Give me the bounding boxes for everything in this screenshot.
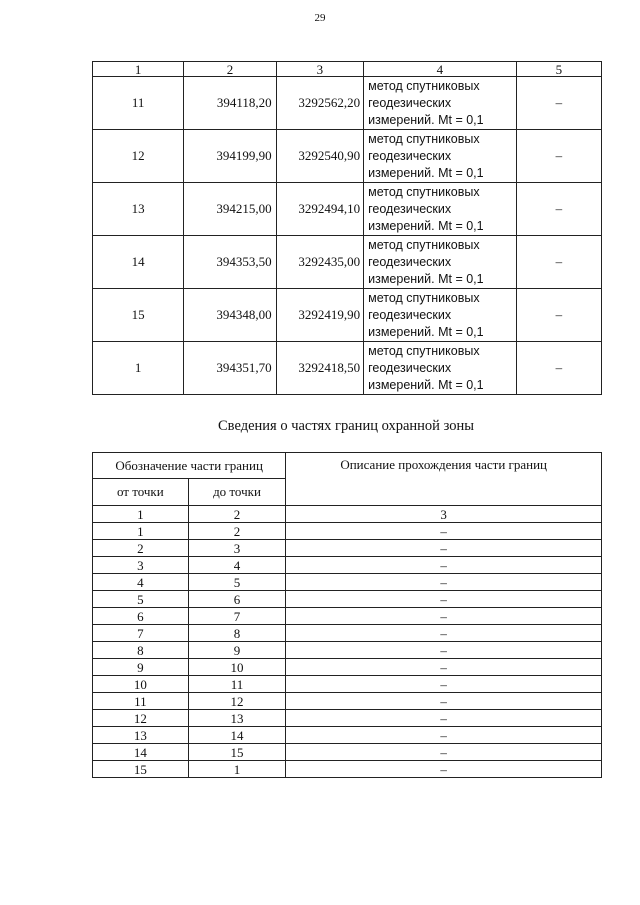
coordinate-row bbox=[93, 183, 602, 236]
from-point: 3 bbox=[93, 557, 189, 574]
from-point: 13 bbox=[93, 727, 189, 744]
coordinates-table-header-row bbox=[93, 62, 602, 77]
point-number: 13 bbox=[93, 183, 184, 236]
to-point: 15 bbox=[188, 744, 286, 761]
method-line: метод спутниковых bbox=[368, 343, 480, 358]
to-point: 9 bbox=[188, 642, 286, 659]
part-description: – bbox=[286, 676, 602, 693]
x-coordinate: 394351,70 bbox=[184, 342, 276, 395]
note-cell: – bbox=[516, 342, 601, 395]
method-line: измерений. Mt = 0,1 bbox=[368, 377, 484, 392]
method-description bbox=[364, 289, 517, 342]
to-point: 11 bbox=[188, 676, 286, 693]
method-line: измерений. Mt = 0,1 bbox=[368, 271, 484, 286]
from-point: 12 bbox=[93, 710, 189, 727]
part-description: – bbox=[286, 761, 602, 778]
column-number-3: 3 bbox=[276, 62, 364, 77]
method-line: метод спутниковых bbox=[368, 237, 480, 252]
note-cell: – bbox=[516, 183, 601, 236]
from-point: 14 bbox=[93, 744, 189, 761]
section-title: Сведения о частях границ охранной зоны bbox=[218, 418, 474, 434]
to-point: 14 bbox=[188, 727, 286, 744]
method-line: измерений. Mt = 0,1 bbox=[368, 218, 484, 233]
method-description bbox=[364, 183, 517, 236]
coordinate-row bbox=[93, 130, 602, 183]
part-description: – bbox=[286, 591, 602, 608]
parts-header-row bbox=[93, 453, 602, 479]
from-point: 10 bbox=[93, 676, 189, 693]
method-line: геодезических bbox=[368, 254, 452, 269]
y-coordinate: 3292540,90 bbox=[276, 130, 364, 183]
part-description: – bbox=[286, 625, 602, 642]
parts-column-numbers bbox=[93, 506, 602, 523]
column-number-4: 4 bbox=[364, 62, 517, 77]
method-description bbox=[364, 342, 517, 395]
from-point: 11 bbox=[93, 693, 189, 710]
note-cell: – bbox=[516, 236, 601, 289]
coordinates-table bbox=[92, 61, 602, 395]
method-line: метод спутниковых bbox=[368, 78, 480, 93]
column-number-1: 1 bbox=[93, 62, 184, 77]
parts-row bbox=[93, 693, 602, 710]
note-cell: – bbox=[516, 130, 601, 183]
to-point: 8 bbox=[188, 625, 286, 642]
y-coordinate: 3292419,90 bbox=[276, 289, 364, 342]
parts-row bbox=[93, 676, 602, 693]
coordinate-row bbox=[93, 289, 602, 342]
part-description: – bbox=[286, 642, 602, 659]
method-line: измерений. Mt = 0,1 bbox=[368, 324, 484, 339]
from-point: 5 bbox=[93, 591, 189, 608]
from-point: 4 bbox=[93, 574, 189, 591]
from-point: 2 bbox=[93, 540, 189, 557]
x-coordinate: 394348,00 bbox=[184, 289, 276, 342]
to-point: 12 bbox=[188, 693, 286, 710]
part-description: – bbox=[286, 574, 602, 591]
method-line: измерений. Mt = 0,1 bbox=[368, 112, 484, 127]
parts-row bbox=[93, 727, 602, 744]
to-point: 1 bbox=[188, 761, 286, 778]
x-coordinate: 394118,20 bbox=[184, 77, 276, 130]
y-coordinate: 3292418,50 bbox=[276, 342, 364, 395]
x-coordinate: 394353,50 bbox=[184, 236, 276, 289]
boundary-parts-table bbox=[92, 452, 602, 778]
part-description: – bbox=[286, 523, 602, 540]
part-description: – bbox=[286, 608, 602, 625]
column-number-3: 3 bbox=[286, 506, 602, 523]
part-description: – bbox=[286, 693, 602, 710]
method-line: геодезических bbox=[368, 201, 452, 216]
method-line: метод спутниковых bbox=[368, 131, 480, 146]
parts-row bbox=[93, 642, 602, 659]
header-description: Описание прохождения части границ bbox=[286, 453, 602, 506]
from-point: 15 bbox=[93, 761, 189, 778]
y-coordinate: 3292435,00 bbox=[276, 236, 364, 289]
from-point: 8 bbox=[93, 642, 189, 659]
header-to-point: до точки bbox=[188, 479, 286, 506]
method-description bbox=[364, 130, 517, 183]
header-from-point: от точки bbox=[93, 479, 189, 506]
part-description: – bbox=[286, 710, 602, 727]
method-line: геодезических bbox=[368, 360, 452, 375]
part-description: – bbox=[286, 744, 602, 761]
parts-row bbox=[93, 744, 602, 761]
point-number: 15 bbox=[93, 289, 184, 342]
column-number-1: 1 bbox=[93, 506, 189, 523]
coordinate-row bbox=[93, 342, 602, 395]
method-line: геодезических bbox=[368, 307, 452, 322]
method-line: метод спутниковых bbox=[368, 290, 480, 305]
x-coordinate: 394199,90 bbox=[184, 130, 276, 183]
point-number: 14 bbox=[93, 236, 184, 289]
part-description: – bbox=[286, 727, 602, 744]
from-point: 9 bbox=[93, 659, 189, 676]
method-line: измерений. Mt = 0,1 bbox=[368, 165, 484, 180]
y-coordinate: 3292494,10 bbox=[276, 183, 364, 236]
y-coordinate: 3292562,20 bbox=[276, 77, 364, 130]
column-number-5: 5 bbox=[516, 62, 601, 77]
coordinate-row bbox=[93, 236, 602, 289]
note-cell: – bbox=[516, 289, 601, 342]
parts-row bbox=[93, 761, 602, 778]
method-line: метод спутниковых bbox=[368, 184, 480, 199]
column-number-2: 2 bbox=[188, 506, 286, 523]
parts-row bbox=[93, 540, 602, 557]
parts-row bbox=[93, 710, 602, 727]
parts-row bbox=[93, 608, 602, 625]
from-point: 6 bbox=[93, 608, 189, 625]
to-point: 7 bbox=[188, 608, 286, 625]
note-cell: – bbox=[516, 77, 601, 130]
part-description: – bbox=[286, 659, 602, 676]
coordinate-row bbox=[93, 77, 602, 130]
from-point: 7 bbox=[93, 625, 189, 642]
x-coordinate: 394215,00 bbox=[184, 183, 276, 236]
parts-row bbox=[93, 625, 602, 642]
to-point: 4 bbox=[188, 557, 286, 574]
point-number: 11 bbox=[93, 77, 184, 130]
to-point: 13 bbox=[188, 710, 286, 727]
part-description: – bbox=[286, 557, 602, 574]
page-number: 29 bbox=[314, 12, 326, 24]
parts-row bbox=[93, 557, 602, 574]
to-point: 5 bbox=[188, 574, 286, 591]
point-number: 12 bbox=[93, 130, 184, 183]
part-description: – bbox=[286, 540, 602, 557]
point-number: 1 bbox=[93, 342, 184, 395]
method-description bbox=[364, 236, 517, 289]
method-description bbox=[364, 77, 517, 130]
to-point: 10 bbox=[188, 659, 286, 676]
column-number-2: 2 bbox=[184, 62, 276, 77]
method-line: геодезических bbox=[368, 95, 452, 110]
from-point: 1 bbox=[93, 523, 189, 540]
to-point: 6 bbox=[188, 591, 286, 608]
parts-row bbox=[93, 659, 602, 676]
parts-row bbox=[93, 574, 602, 591]
to-point: 3 bbox=[188, 540, 286, 557]
parts-row bbox=[93, 523, 602, 540]
parts-row bbox=[93, 591, 602, 608]
to-point: 2 bbox=[188, 523, 286, 540]
method-line: геодезических bbox=[368, 148, 452, 163]
header-boundary-part: Обозначение части границ bbox=[93, 453, 286, 479]
